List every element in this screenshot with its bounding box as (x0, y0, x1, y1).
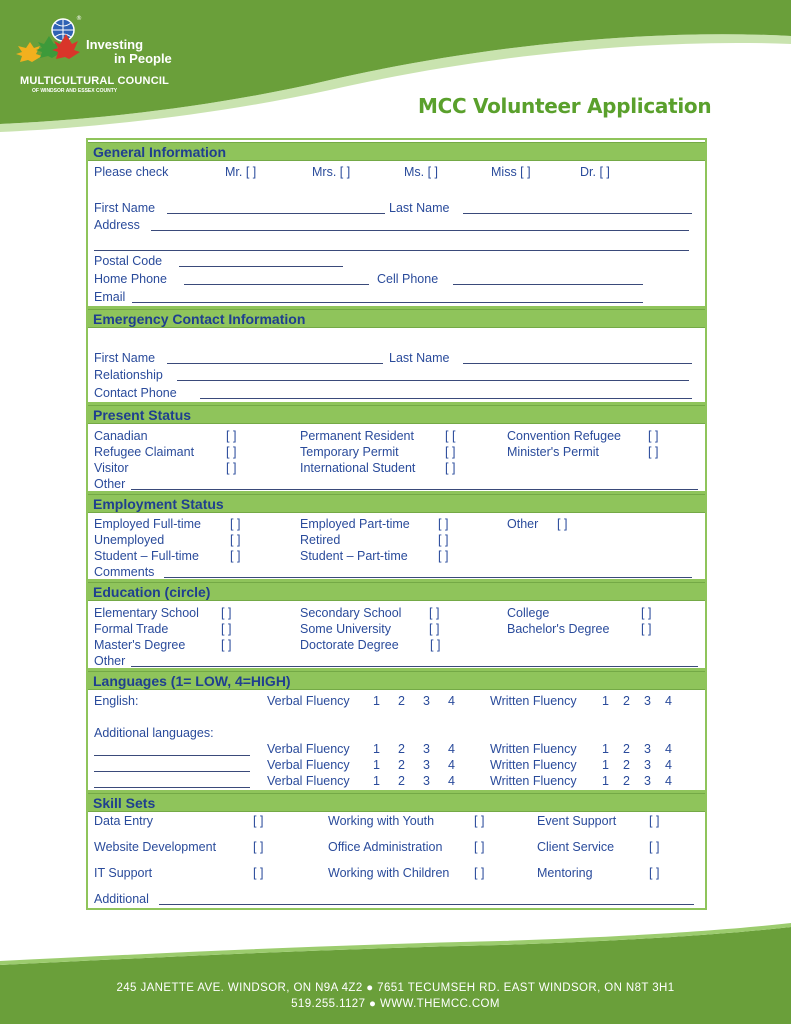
education-checkbox-bachelors[interactable]: [ ] (641, 622, 652, 636)
section-header-general: General Information (88, 142, 705, 161)
verbal-rating-1[interactable]: 1 (373, 758, 380, 772)
written-rating-3[interactable]: 3 (644, 774, 651, 788)
education-checkbox-formal-trade[interactable]: [ ] (221, 622, 232, 636)
section-header-education: Education (circle) (88, 582, 705, 601)
skill-label-data-entry: Data Entry (94, 814, 154, 828)
verbal-rating-1[interactable]: 1 (373, 742, 380, 756)
verbal-rating-3[interactable]: 3 (423, 694, 430, 708)
address-label: Address (94, 218, 140, 232)
verbal-rating-2[interactable]: 2 (398, 694, 405, 708)
relationship-field[interactable] (177, 380, 689, 381)
written-rating-3[interactable]: 3 (644, 694, 651, 708)
email-field[interactable] (132, 302, 643, 303)
education-label-formal-trade: Formal Trade (94, 622, 169, 636)
education-checkbox-secondary[interactable]: [ ] (429, 606, 440, 620)
education-checkbox-doctorate[interactable]: [ ] (430, 638, 441, 652)
page-title: MCC Volunteer Application (418, 94, 712, 118)
title-option-ms[interactable]: Ms. [ ] (404, 165, 439, 179)
written-rating-2[interactable]: 2 (623, 694, 630, 708)
status-label-convention-refugee: Convention Refugee (507, 429, 621, 443)
status-label-canadian: Canadian (94, 429, 148, 443)
skill-checkbox-office-administration[interactable]: [ ] (474, 840, 485, 854)
education-checkbox-elementary[interactable]: [ ] (221, 606, 232, 620)
status-checkbox-temporary-permit[interactable]: [ ] (445, 445, 456, 459)
cell-phone-label: Cell Phone (377, 272, 439, 286)
skill-additional-label: Additional (94, 892, 149, 906)
skill-checkbox-working-with-youth[interactable]: [ ] (474, 814, 485, 828)
home-phone-label: Home Phone (94, 272, 167, 286)
education-label-some-university: Some University (300, 622, 391, 636)
employment-label-student-full-time: Student – Full-time (94, 549, 199, 563)
footer-contact: 519.255.1127 ● WWW.THEMCC.COM (291, 998, 500, 1010)
employment-label-student-part-time: Student – Part-time (300, 549, 408, 563)
status-label-refugee-claimant: Refugee Claimant (94, 445, 195, 459)
please-check-label: Please check (94, 165, 169, 179)
employment-comments-label: Comments (94, 565, 155, 579)
employment-checkbox-student-full-time[interactable]: [ ] (230, 549, 241, 563)
education-checkbox-masters[interactable]: [ ] (221, 638, 232, 652)
skill-checkbox-mentoring[interactable]: [ ] (649, 866, 660, 880)
status-label-temporary-permit: Temporary Permit (300, 445, 399, 459)
written-rating-1[interactable]: 1 (602, 694, 609, 708)
skill-label-mentoring: Mentoring (537, 866, 593, 880)
status-checkbox-international-student[interactable]: [ ] (445, 461, 456, 475)
education-label-bachelors: Bachelor's Degree (507, 622, 610, 636)
address-field[interactable] (151, 230, 689, 231)
skill-checkbox-working-with-children[interactable]: [ ] (474, 866, 485, 880)
contact-phone-field[interactable] (200, 398, 692, 399)
english-label: English: (94, 694, 139, 708)
employment-checkbox-other[interactable]: [ ] (557, 517, 568, 531)
written-fluency-label: Written Fluency (490, 774, 577, 788)
written-rating-2[interactable]: 2 (623, 774, 630, 788)
skill-checkbox-event-support[interactable]: [ ] (649, 814, 660, 828)
logo-org-name: MULTICULTURAL COUNCIL (20, 75, 170, 87)
verbal-rating-3[interactable]: 3 (423, 742, 430, 756)
cell-phone-field[interactable] (453, 284, 643, 285)
verbal-rating-1[interactable]: 1 (373, 694, 380, 708)
skill-label-client-service: Client Service (537, 840, 615, 854)
employment-checkbox-unemployed[interactable]: [ ] (230, 533, 241, 547)
written-rating-2[interactable]: 2 (623, 742, 630, 756)
logo-tagline-2: in People (114, 51, 172, 66)
email-label: Email (94, 290, 126, 304)
section-header-languages: Languages (1= LOW, 4=HIGH) (88, 671, 705, 690)
skill-label-working-with-children: Working with Children (328, 866, 450, 880)
skill-label-office-administration: Office Administration (328, 840, 443, 854)
additional-languages-label: Additional languages: (94, 726, 214, 740)
home-phone-field[interactable] (184, 284, 369, 285)
emergency-last-name-label: Last Name (389, 351, 450, 365)
section-header-present-status: Present Status (88, 405, 705, 424)
status-other-label: Other (94, 477, 126, 491)
written-rating-4[interactable]: 4 (665, 694, 672, 708)
first-name-field[interactable] (167, 213, 385, 214)
verbal-fluency-label: Verbal Fluency (267, 774, 350, 788)
svg-text:®: ® (76, 15, 82, 22)
verbal-rating-4[interactable]: 4 (448, 742, 455, 756)
section-header-emergency: Emergency Contact Information (88, 309, 705, 328)
written-rating-4[interactable]: 4 (665, 758, 672, 772)
education-other-label: Other (94, 654, 126, 668)
status-label-permanent-resident: Permanent Resident (300, 429, 414, 443)
status-checkbox-refugee-claimant[interactable]: [ ] (226, 445, 237, 459)
verbal-rating-2[interactable]: 2 (398, 774, 405, 788)
verbal-rating-4[interactable]: 4 (448, 758, 455, 772)
maple-leaf-globe-icon (14, 14, 89, 74)
written-fluency-label: Written Fluency (490, 742, 577, 756)
written-rating-1[interactable]: 1 (602, 742, 609, 756)
skill-checkbox-website-development[interactable]: [ ] (253, 840, 264, 854)
address-field-line-2[interactable] (94, 250, 689, 251)
employment-label-part-time: Employed Part-time (300, 517, 410, 531)
additional-language-field[interactable] (94, 771, 250, 772)
title-option-mr[interactable]: Mr. [ ] (225, 165, 257, 179)
last-name-label: Last Name (389, 201, 450, 215)
education-other-field[interactable] (131, 666, 698, 667)
verbal-rating-2[interactable]: 2 (398, 742, 405, 756)
postal-code-label: Postal Code (94, 254, 163, 268)
skill-label-website-development: Website Development (94, 840, 217, 854)
education-label-doctorate: Doctorate Degree (300, 638, 399, 652)
section-header-employment: Employment Status (88, 494, 705, 513)
verbal-fluency-label: Verbal Fluency (267, 758, 350, 772)
postal-code-field[interactable] (179, 266, 343, 267)
status-other-field[interactable] (131, 489, 698, 490)
written-rating-4[interactable]: 4 (665, 774, 672, 788)
education-label-secondary: Secondary School (300, 606, 402, 620)
section-header-skills: Skill Sets (88, 793, 705, 812)
status-checkbox-permanent-resident[interactable]: [ [ (445, 429, 456, 443)
relationship-label: Relationship (94, 368, 163, 382)
employment-label-other: Other (507, 517, 539, 531)
verbal-rating-3[interactable]: 3 (423, 758, 430, 772)
status-checkbox-convention-refugee[interactable]: [ ] (648, 429, 659, 443)
verbal-fluency-label: Verbal Fluency (267, 694, 350, 708)
education-label-masters: Master's Degree (94, 638, 186, 652)
emergency-last-name-field[interactable] (463, 363, 692, 364)
skill-label-event-support: Event Support (537, 814, 617, 828)
contact-phone-label: Contact Phone (94, 386, 177, 400)
status-label-visitor: Visitor (94, 461, 129, 475)
last-name-field[interactable] (463, 213, 692, 214)
employment-label-unemployed: Unemployed (94, 533, 165, 547)
employment-checkbox-part-time[interactable]: [ ] (438, 517, 449, 531)
education-checkbox-some-university[interactable]: [ ] (429, 622, 440, 636)
education-label-elementary: Elementary School (94, 606, 199, 620)
employment-checkbox-student-part-time[interactable]: [ ] (438, 549, 449, 563)
skill-label-working-with-youth: Working with Youth (328, 814, 435, 828)
status-checkbox-ministers-permit[interactable]: [ ] (648, 445, 659, 459)
verbal-rating-1[interactable]: 1 (373, 774, 380, 788)
status-checkbox-visitor[interactable]: [ ] (226, 461, 237, 475)
written-rating-4[interactable]: 4 (665, 742, 672, 756)
written-rating-3[interactable]: 3 (644, 742, 651, 756)
employment-checkbox-retired[interactable]: [ ] (438, 533, 449, 547)
written-rating-3[interactable]: 3 (644, 758, 651, 772)
employment-comments-field[interactable] (164, 577, 692, 578)
verbal-rating-2[interactable]: 2 (398, 758, 405, 772)
status-label-international-student: International Student (300, 461, 416, 475)
title-option-mrs[interactable]: Mrs. [ ] (312, 165, 351, 179)
verbal-fluency-label: Verbal Fluency (267, 742, 350, 756)
employment-checkbox-full-time[interactable]: [ ] (230, 517, 241, 531)
additional-language-field[interactable] (94, 755, 250, 756)
verbal-rating-4[interactable]: 4 (448, 774, 455, 788)
additional-language-field[interactable] (94, 787, 250, 788)
written-rating-2[interactable]: 2 (623, 758, 630, 772)
logo-tagline-1: Investing (86, 37, 144, 52)
education-label-college: College (507, 606, 550, 620)
employment-label-full-time: Employed Full-time (94, 517, 201, 531)
emergency-first-name-label: First Name (94, 351, 156, 365)
title-option-dr[interactable]: Dr. [ ] (580, 165, 610, 179)
written-rating-1[interactable]: 1 (602, 774, 609, 788)
status-label-ministers-permit: Minister's Permit (507, 445, 599, 459)
title-option-miss[interactable]: Miss [ ] (491, 165, 531, 179)
skill-checkbox-client-service[interactable]: [ ] (649, 840, 660, 854)
footer-address: 245 JANETTE AVE. WINDSOR, ON N9A 4Z2 ● 7651 TECUMSEH RD. EAST WINDSOR, ON N8T 3H1 (116, 982, 675, 994)
verbal-rating-3[interactable]: 3 (423, 774, 430, 788)
logo-org-sub: OF WINDSOR AND ESSEX COUNTY (32, 88, 118, 94)
written-rating-1[interactable]: 1 (602, 758, 609, 772)
skill-checkbox-data-entry[interactable]: [ ] (253, 814, 264, 828)
skill-checkbox-it-support[interactable]: [ ] (253, 866, 264, 880)
written-fluency-label: Written Fluency (490, 758, 577, 772)
education-checkbox-college[interactable]: [ ] (641, 606, 652, 620)
volunteer-form (86, 138, 707, 910)
employment-label-retired: Retired (300, 533, 341, 547)
written-fluency-label: Written Fluency (490, 694, 577, 708)
status-checkbox-canadian[interactable]: [ ] (226, 429, 237, 443)
verbal-rating-4[interactable]: 4 (448, 694, 455, 708)
first-name-label: First Name (94, 201, 156, 215)
emergency-first-name-field[interactable] (167, 363, 383, 364)
skill-label-it-support: IT Support (94, 866, 153, 880)
